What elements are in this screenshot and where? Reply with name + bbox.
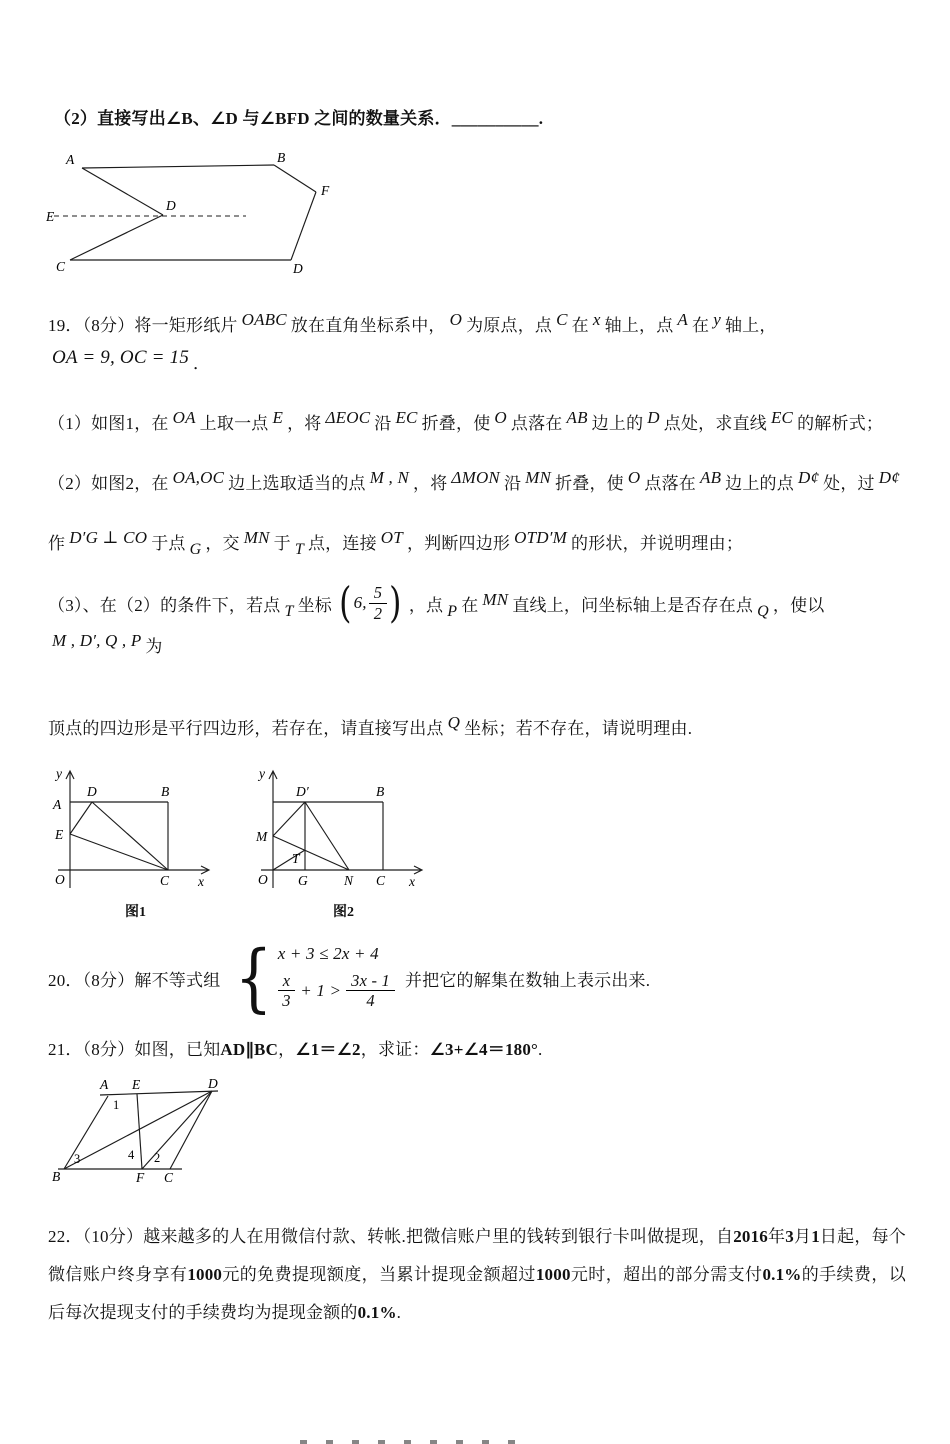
next-page-text-cutoff — [300, 1440, 525, 1444]
fig2-label-o: O — [258, 872, 268, 887]
fig2-y-axis-label: y — [259, 766, 265, 781]
label-f: F — [321, 183, 330, 198]
fraction-x-over-3: $\frac{x}{3}$ — [278, 971, 296, 1012]
label-b: B — [277, 150, 286, 165]
question-19-part2-cont: 作 D′G ⊥ CO 于点 G ，交 MN 于 T 点，连接 OT ，判断四边形 OTD′M 的形状，并说明理由； — [48, 528, 744, 558]
coord-x-value: 6, — [353, 593, 367, 612]
fig1-label-a: A — [53, 797, 62, 812]
question-19-part3-cont: 顶点的四边形是平行四边形，若存在，请直接写出点 Q 坐标；若不存在，请说明理由. — [48, 713, 693, 738]
fig2-label-b: B — [376, 784, 385, 799]
question-22-text: 22．（10分）越来越多的人在用微信付款、转帐.把微信账户里的钱转到银行卡叫做提现，自2016年3月1日起，每个微信账户终身享有1000元的免费提现额度，当累计提现金额超过1000元时，超出的部分需支付0.1%的手续费，以后每次提现支付的手续费均为提现金额的0.1%. — [48, 1227, 907, 1323]
fig1-y-axis-label: y — [56, 766, 62, 781]
fig1-label-b: B — [161, 784, 170, 799]
figure-2-box — [251, 766, 436, 921]
question-19-part1: （1）如图1，在 OA 上取一点 E ，将 ΔEOC 沿 EC 折叠，使 O 点落在 AB 边上的 D 点处，求直线 EC 的解析式； — [48, 408, 884, 433]
system-brace: { — [235, 934, 273, 1021]
figure-1-box — [48, 766, 223, 921]
figure-2-caption: 图2 — [333, 905, 354, 920]
inequality-row-2 — [278, 971, 395, 1012]
fig2-label-c: C — [376, 873, 386, 888]
q20-trail-text: 并把它的解集在数轴上表示出来. — [404, 970, 651, 990]
figure-q18 — [46, 150, 906, 285]
figure-1-caption: 图1 — [125, 905, 146, 920]
label-d-mid: D — [166, 198, 176, 213]
q21-angle-3: 3 — [74, 1152, 81, 1167]
question-21-text: 21．（8分）如图，已知AD∥BC，∠1＝∠2，求证：∠3+∠4＝180°. — [48, 1040, 543, 1060]
inequality-system — [230, 934, 395, 1021]
fig2-x-axis-label: x — [409, 874, 415, 889]
q21-label-d: D — [208, 1079, 218, 1092]
inequality-row-1: x + 3 ≤ 2x + 4 — [277, 944, 379, 963]
fig1-label-d: D — [87, 784, 97, 799]
fig1-label-e: E — [55, 827, 64, 842]
fig1-lines — [70, 802, 168, 870]
fig1-label-c: C — [160, 873, 170, 888]
q21-label-b: B — [52, 1169, 61, 1185]
fig2-label-n: N — [344, 873, 354, 888]
q21-label-f: F — [136, 1170, 145, 1186]
q19-part3-before-coord: （3）、在（2）的条件下，若点 T 坐标 — [48, 595, 333, 620]
question-20 — [48, 934, 906, 1021]
fig2-lines — [273, 802, 383, 870]
q19-part3-after-coord: ，点 P 在 MN 直线上，问坐标轴上是否存在点 Q ，使以M , D′, Q , P 为 — [52, 589, 825, 656]
t-coordinate-expression — [337, 578, 404, 627]
exam-page — [0, 100, 950, 1332]
fraction-3x-1-over-4: $\frac{3x - 1}{4}$ — [346, 971, 395, 1012]
q19-figures-row — [48, 766, 906, 921]
fig2-label-d-prime: D′ — [296, 784, 309, 799]
q21-angle-1: 1 — [113, 1098, 120, 1113]
fig1-axes — [58, 771, 209, 888]
fig2-label-m: M — [256, 829, 268, 844]
question-19-intro: 19．（8分）将一矩形纸片 OABC 放在直角坐标系中， O 为原点，点 C 在 x 轴上，点 A 在 y 轴上，OA = 9, OC = 15 ． — [48, 310, 777, 373]
q18-figure-lines — [54, 165, 316, 260]
fig2-label-g: G — [298, 873, 308, 888]
open-paren: ( — [339, 578, 352, 627]
coord-y-fraction: $\frac{5}{2}$ — [369, 583, 387, 624]
question-19-part2: （2）如图2，在 OA,OC 边上选取适当的点 M , N ，将 ΔMON 沿 MN 折叠，使 O 点落在 AB 边上的点 D¢ 处，过 D¢ — [48, 468, 900, 493]
q18-geometry-figure — [46, 150, 346, 280]
fig1-label-o: O — [55, 872, 65, 887]
q21-angle-2: 2 — [154, 1151, 161, 1166]
q21-label-a: A — [100, 1079, 109, 1093]
q21-geometry-figure — [50, 1079, 250, 1187]
figure-q21 — [50, 1079, 906, 1192]
close-paren: ) — [389, 578, 402, 627]
q20-lead-text: 20．（8分）解不等式组 — [48, 970, 221, 990]
question-19-part3 — [48, 578, 906, 666]
q21-angle-4: 4 — [128, 1148, 135, 1163]
figure-1-plot — [48, 766, 223, 894]
figure-2-plot — [251, 766, 436, 894]
question-18-part2-text: （2）直接写出∠B、∠D 与∠BFD 之间的数量关系．__________. — [54, 109, 544, 128]
fig2-axes — [261, 771, 422, 888]
label-a: A — [66, 152, 75, 167]
q21-label-c: C — [164, 1170, 174, 1186]
label-d-bottom: D — [293, 261, 303, 276]
inequality-middle: + 1 > — [300, 980, 342, 1000]
label-c: C — [56, 259, 66, 274]
fig2-label-t: T — [292, 851, 300, 866]
label-e: E — [46, 209, 55, 224]
fig1-x-axis-label: x — [198, 874, 204, 889]
q21-label-e: E — [132, 1079, 141, 1093]
q21-figure-lines — [58, 1091, 218, 1169]
